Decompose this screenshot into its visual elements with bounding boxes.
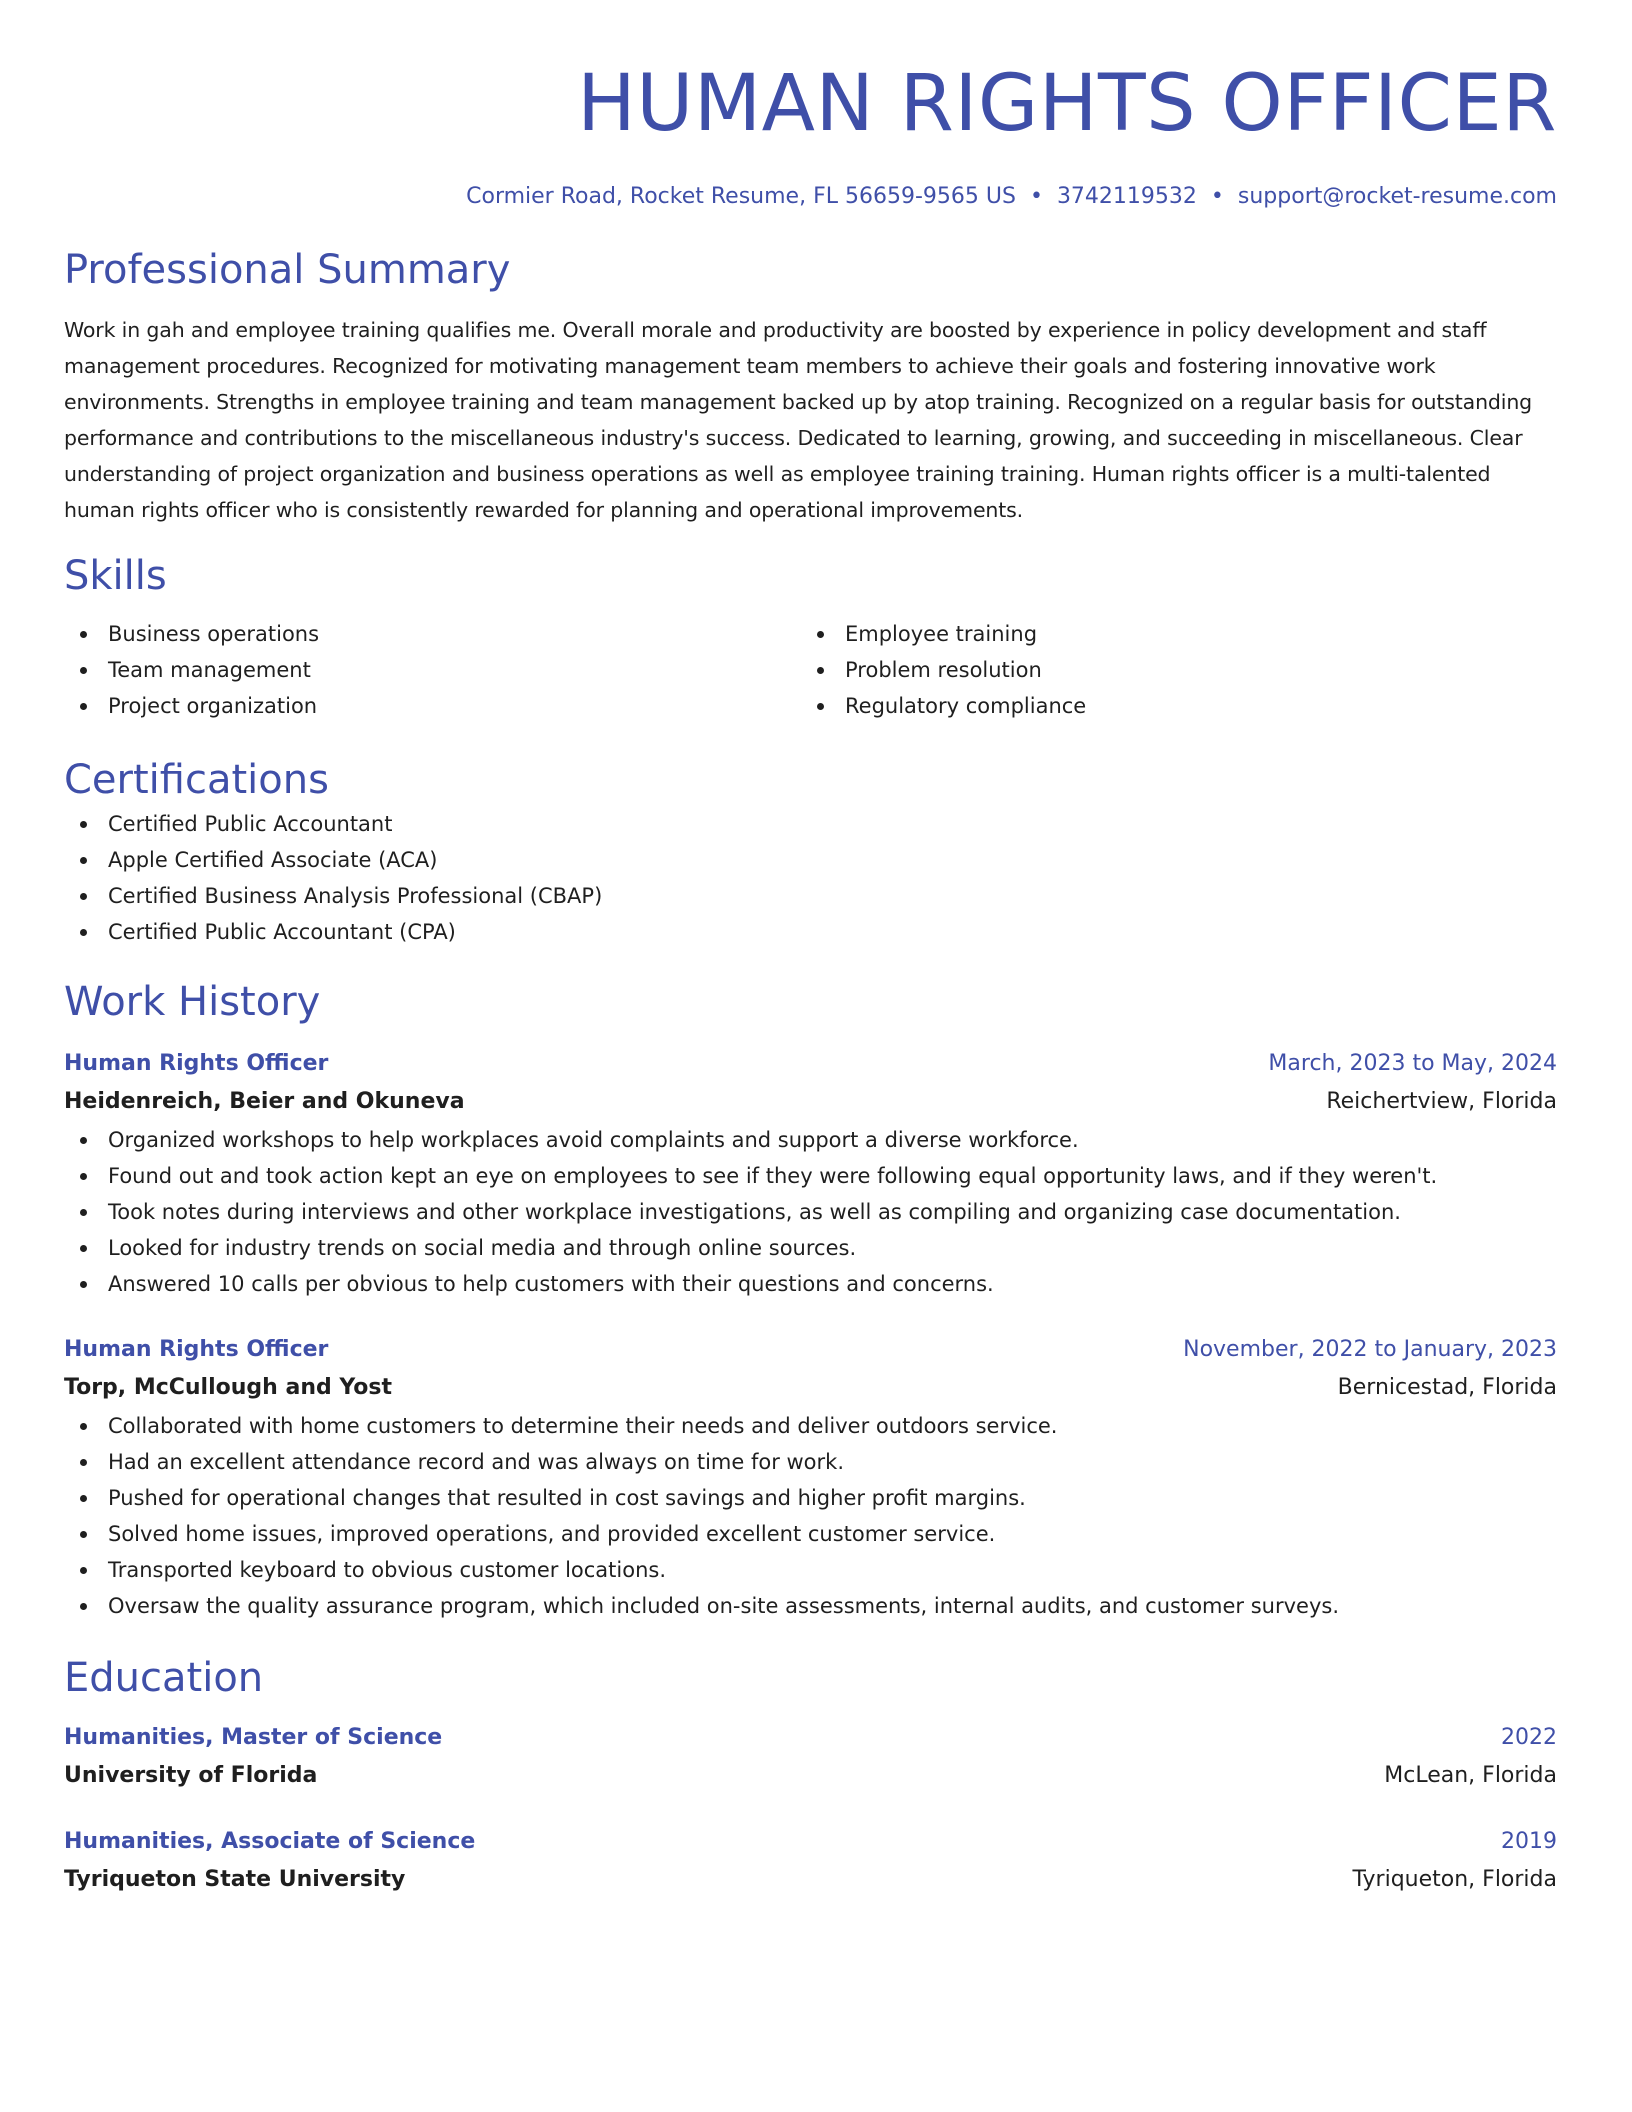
job-bullet: Found out and took action kept an eye on employees to see if they were following equal opportunity laws, and if they weren't. — [64, 1158, 1557, 1194]
education-year: 2022 — [1501, 1725, 1557, 1750]
job-bullets — [64, 1122, 1557, 1302]
job-bullet: Pushed for operational changes that resulted in cost savings and higher profit margins. — [64, 1480, 1557, 1516]
certification-item: Certified Business Analysis Professional (CBAP) — [64, 878, 1557, 914]
job-dates: November, 2022 to January, 2023 — [1183, 1337, 1557, 1362]
candidate-name: HUMAN RIGHTS OFFICER — [577, 59, 1557, 149]
job-title: Human Rights Officer — [64, 1337, 329, 1362]
section-title-skills: Skills — [64, 553, 167, 599]
education-year: 2019 — [1501, 1829, 1557, 1854]
job-bullet: Had an excellent attendance record and was always on time for work. — [64, 1444, 1557, 1480]
contact-separator: • — [1210, 184, 1224, 209]
education-school: Tyriqueton State University — [64, 1867, 406, 1892]
job-dates: March, 2023 to May, 2024 — [1268, 1051, 1557, 1076]
professional-summary-section — [64, 244, 1557, 528]
education-location: Tyriqueton, Florida — [1352, 1867, 1557, 1892]
skill-item: Team management — [64, 652, 801, 688]
section-title-summary: Professional Summary — [64, 247, 511, 293]
education-entry — [64, 1720, 1557, 1796]
skill-item: Problem resolution — [801, 652, 1538, 688]
contact-separator: • — [1029, 184, 1043, 209]
job-bullet: Solved home issues, improved operations, and provided excellent customer service. — [64, 1516, 1557, 1552]
job-entry — [64, 1332, 1557, 1624]
contact-line — [64, 182, 1557, 212]
skills-grid — [64, 616, 1557, 724]
job-bullet: Looked for industry trends on social media and through online sources. — [64, 1230, 1557, 1266]
education-school: University of Florida — [64, 1763, 318, 1788]
job-bullet: Oversaw the quality assurance program, which included on-site assessments, internal audits, and customer surveys. — [64, 1588, 1557, 1624]
skills-section — [64, 550, 1557, 724]
education-degree: Humanities, Master of Science — [64, 1725, 443, 1750]
job-company: Torp, McCullough and Yost — [64, 1375, 393, 1400]
job-company: Heidenreich, Beier and Okuneva — [64, 1089, 465, 1114]
education-location: McLean, Florida — [1384, 1763, 1557, 1788]
contact-phone: 3742119532 — [1056, 184, 1197, 209]
certification-item: Certified Public Accountant (CPA) — [64, 914, 1557, 950]
job-bullets — [64, 1408, 1557, 1624]
section-title-work-history: Work History — [64, 979, 321, 1025]
certification-item: Apple Certified Associate (ACA) — [64, 842, 1557, 878]
resume-header — [64, 56, 1557, 212]
job-entry — [64, 1046, 1557, 1302]
skills-list-left — [64, 616, 801, 724]
job-location: Reichertview, Florida — [1326, 1089, 1557, 1114]
education-degree: Humanities, Associate of Science — [64, 1829, 476, 1854]
work-history-section — [64, 976, 1557, 1624]
contact-email: support@rocket-resume.com — [1237, 184, 1557, 209]
certifications-list — [64, 806, 1557, 950]
contact-address: Cormier Road, Rocket Resume, FL 56659-9565 US — [466, 184, 1016, 209]
education-entry — [64, 1824, 1557, 1900]
job-bullet: Organized workshops to help workplaces avoid complaints and support a diverse workforce. — [64, 1122, 1557, 1158]
skill-item: Employee training — [801, 616, 1538, 652]
skill-item: Project organization — [64, 688, 801, 724]
skill-item: Regulatory compliance — [801, 688, 1538, 724]
skills-list-right — [801, 616, 1538, 724]
job-bullet: Took notes during interviews and other workplace investigations, as well as compiling and organizing case documentation. — [64, 1194, 1557, 1230]
job-bullet: Collaborated with home customers to determine their needs and deliver outdoors service. — [64, 1408, 1557, 1444]
section-title-education: Education — [64, 1655, 264, 1701]
education-section — [64, 1652, 1557, 1900]
job-location: Bernicestad, Florida — [1337, 1375, 1557, 1400]
job-title: Human Rights Officer — [64, 1051, 329, 1076]
job-bullet: Transported keyboard to obvious customer locations. — [64, 1552, 1557, 1588]
summary-text: Work in gah and employee training qualifies me. Overall morale and productivity are boosted by experience in policy development and staff management procedures. Recognized for motivating management team members to achieve their goals and fostering innovative work environments. Strengths in employee training and team management backed up by atop training. Recognized on a regular basis for outstanding performance and contributions to the miscellaneous industry's success. Dedicated to learning, growing, and succeeding in miscellaneous. Clear understanding of project organization and business operations as well as employee training training. Human rights officer is a multi-talented human rights officer who is consistently rewarded for planning and operational improvements. — [64, 318, 1533, 522]
certification-item: Certified Public Accountant — [64, 806, 1557, 842]
job-bullet: Answered 10 calls per obvious to help customers with their questions and concerns. — [64, 1266, 1557, 1302]
certifications-section — [64, 754, 1557, 950]
resume-page — [64, 0, 1557, 1900]
section-title-certifications: Certifications — [64, 757, 329, 803]
skill-item: Business operations — [64, 616, 801, 652]
